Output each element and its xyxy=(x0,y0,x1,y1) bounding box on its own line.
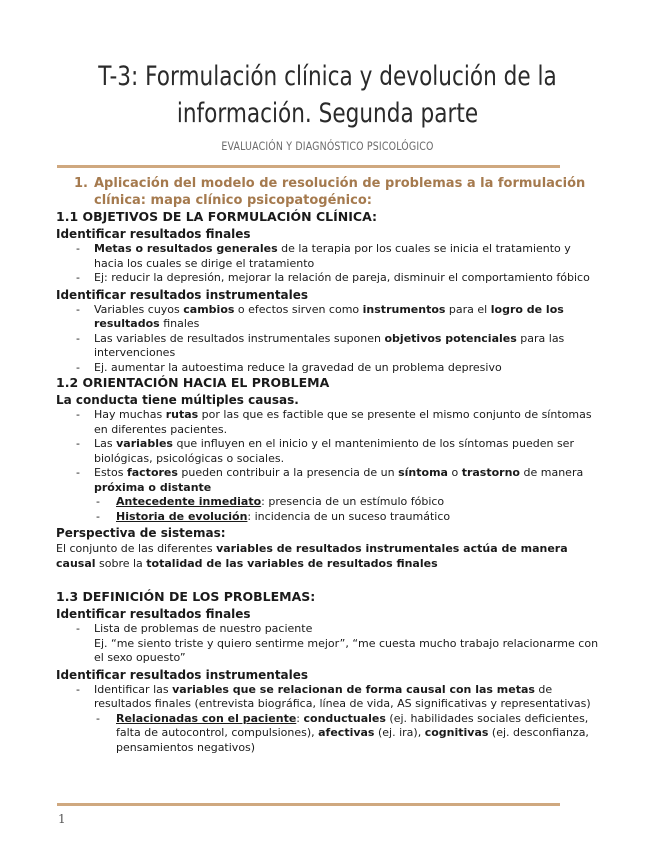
subheading-instrumental-results-2: Identificar resultados instrumentales xyxy=(56,667,309,682)
subheading-systems-perspective: Perspectiva de sistemas: xyxy=(56,526,226,540)
document-body xyxy=(56,175,601,755)
example-text: Ej. “me siento triste y quiero sentirme mejor”, “me cuesta mucho trabajo relacionarme con el sexo opuesto” xyxy=(94,636,599,664)
list-item: - Ej. aumentar la autoestima reduce la gravedad de un problema depresivo xyxy=(76,360,502,374)
list-item: - Las variables de resultados instrumentales suponen objetivos potenciales para las intervenciones xyxy=(76,331,565,359)
subheading-instrumental-results: Identificar resultados instrumentales xyxy=(56,287,309,302)
subheading-final-results: Identificar resultados finales xyxy=(56,227,251,241)
document-title xyxy=(98,58,558,132)
heading-1-3: 1.3 DEFINICIÓN DE LOS PROBLEMAS: xyxy=(56,589,316,604)
page-number: 1 xyxy=(58,812,66,826)
nested-list-item: - Historia de evolución: incidencia de un suceso traumático xyxy=(96,509,451,523)
heading-1-2: 1.2 ORIENTACIÓN HACIA EL PROBLEMA xyxy=(56,375,330,390)
nested-list-item: - Relacionadas con el paciente: conductuales (ej. habilidades sociales deficientes, falta de autocontrol, compulsiones), afectivas (ej. ira), cognitivas (ej. desconfianza, pensamientos negativos) xyxy=(96,711,589,754)
title-line-1: T-3: Formulación clínica y devolución de la xyxy=(98,61,557,92)
document-subtitle: EVALUACIÓN Y DIAGNÓSTICO PSICOLÓGICO xyxy=(221,139,434,153)
title-line-2: información. Segunda parte xyxy=(176,98,479,129)
list-item: - Las variables que influyen en el inicio y el mantenimiento de los síntomas pueden ser biológicas, psicológicas o sociales. xyxy=(76,437,574,465)
nested-list-item: - Antecedente inmediato: presencia de un estímulo fóbico xyxy=(96,495,445,508)
list-item: - Ej: reducir la depresión, mejorar la relación de pareja, disminuir el comportamiento fóbico xyxy=(76,271,590,284)
section-1-number: 1. xyxy=(74,176,88,191)
heading-1-1: 1.1 OBJETIVOS DE LA FORMULACIÓN CLÍNICA: xyxy=(56,209,377,224)
list-item: - Identificar las variables que se relacionan de forma causal con las metas de resultados finales (entrevista biográfica, línea de vida, AS significativas y representativas) xyxy=(76,682,591,710)
subheading-final-results-2: Identificar resultados finales xyxy=(56,607,251,621)
section-1-heading xyxy=(74,175,601,209)
header-divider xyxy=(57,165,560,168)
list-item: - Estos factores pueden contribuir a la presencia de un síntoma o trastorno de manera próxima o distante xyxy=(76,466,584,494)
section-1-title-line-2: clínica: mapa clínico psicopatogénico: xyxy=(94,193,372,208)
list-item: - Hay muchas rutas por las que es factible que se presente el mismo conjunto de síntomas en diferentes pacientes. xyxy=(76,408,592,436)
subheading-multiple-causes: La conducta tiene múltiples causas. xyxy=(56,393,299,407)
paragraph-systems: El conjunto de las diferentes variables de resultados instrumentales actúa de manera causal sobre la totalidad de las variables de resultados finales xyxy=(56,542,568,570)
list-item: - Variables cuyos cambios o efectos sirven como instrumentos para el logro de los resultados finales xyxy=(76,302,564,330)
list-item: - Metas o resultados generales de la terapia por los cuales se inicia el tratamiento y hacia los cuales se dirige el tratamiento xyxy=(76,242,571,270)
section-1-title-line-1: Aplicación del modelo de resolución de problemas a la formulación xyxy=(94,176,586,191)
footer-divider xyxy=(57,803,560,806)
list-item: - Lista de problemas de nuestro paciente xyxy=(76,622,313,635)
